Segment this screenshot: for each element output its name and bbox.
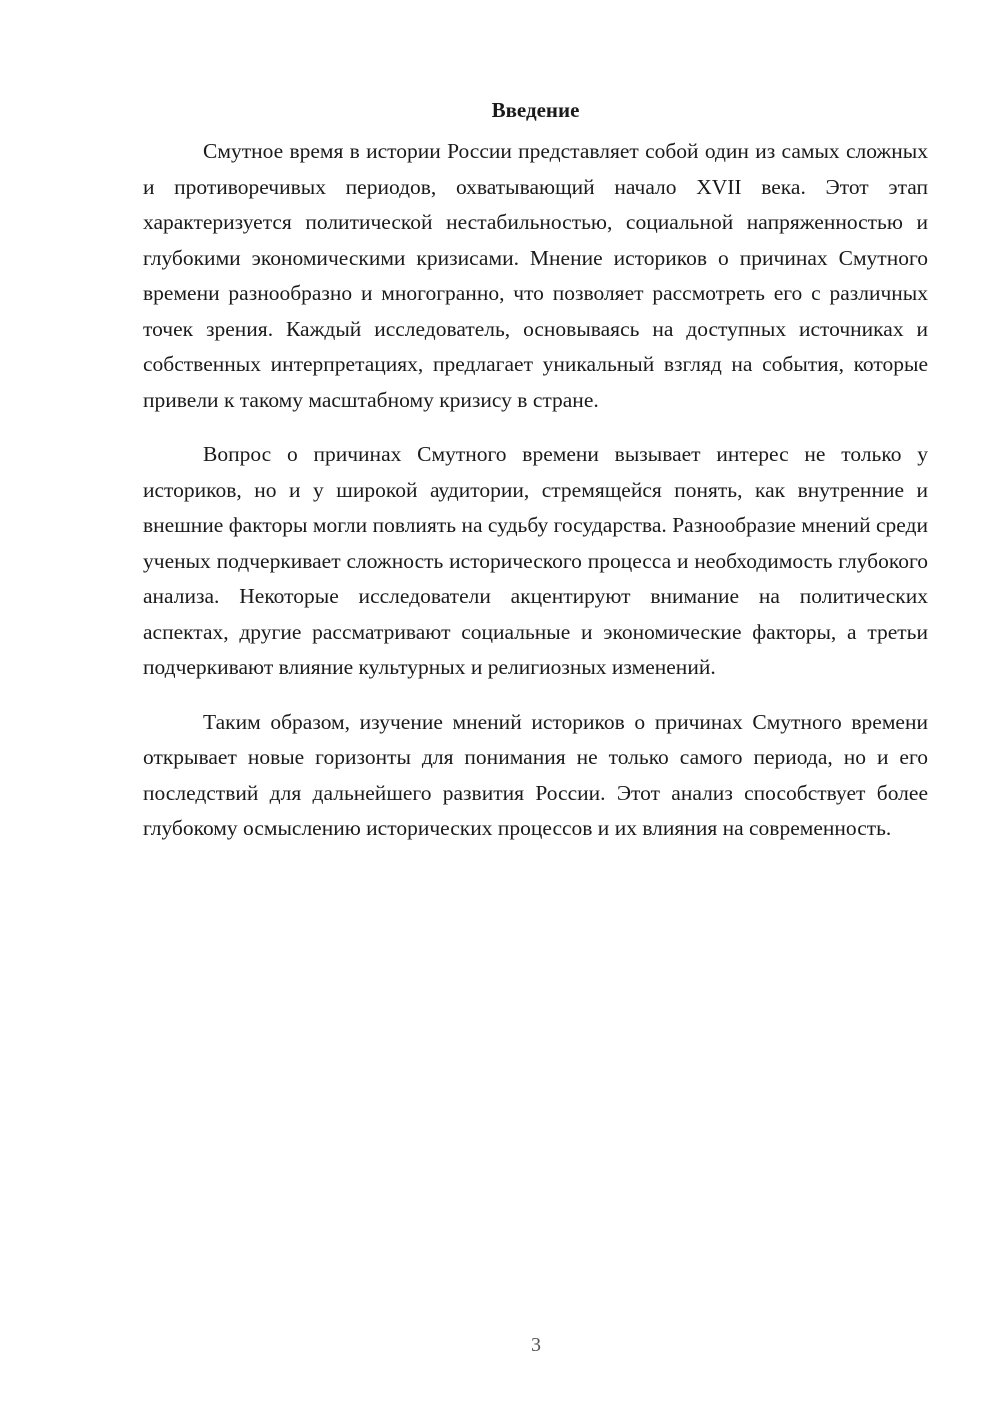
section-title: Введение <box>491 98 580 122</box>
page-number: 3 <box>531 1334 541 1356</box>
paragraph-1: Смутное время в истории России представляет собой один из самых сложных и противоречивых периодов, охватывающий начало XVII века. Этот этап характеризуется политической нестабильностью, социальной напряженностью и глубокими экономическими кризисами. Мнение историков о причинах Смутного времени разнообразно и многогранно, что позволяет рассмотреть его с различных точек зрения. Каждый исследователь, основываясь на доступных источниках и собственных интерпретациях, предлагает уникальный взгляд на события, которые привели к такому масштабному кризису в стране. <box>143 139 928 412</box>
page-content <box>143 94 928 847</box>
paragraph-2: Вопрос о причинах Смутного времени вызывает интерес не только у историков, но и у широкой аудитории, стремящейся понять, как внутренние и внешние факторы могли повлиять на судьбу государства. Разнообразие мнений среди ученых подчеркивает сложность исторического процесса и необходимость глубокого анализа. Некоторые исследователи акцентируют внимание на политических аспектах, другие рассматривают социальные и экономические факторы, а третьи подчеркивают влияние культурных и религиозных изменений. <box>143 442 928 679</box>
paragraph-3: Таким образом, изучение мнений историков о причинах Смутного времени открывает новые горизонты для понимания не только самого периода, но и его последствий для дальнейшего развития России. Этот анализ способствует более глубокому осмыслению исторических процессов и их влияния на современность. <box>143 709 928 840</box>
